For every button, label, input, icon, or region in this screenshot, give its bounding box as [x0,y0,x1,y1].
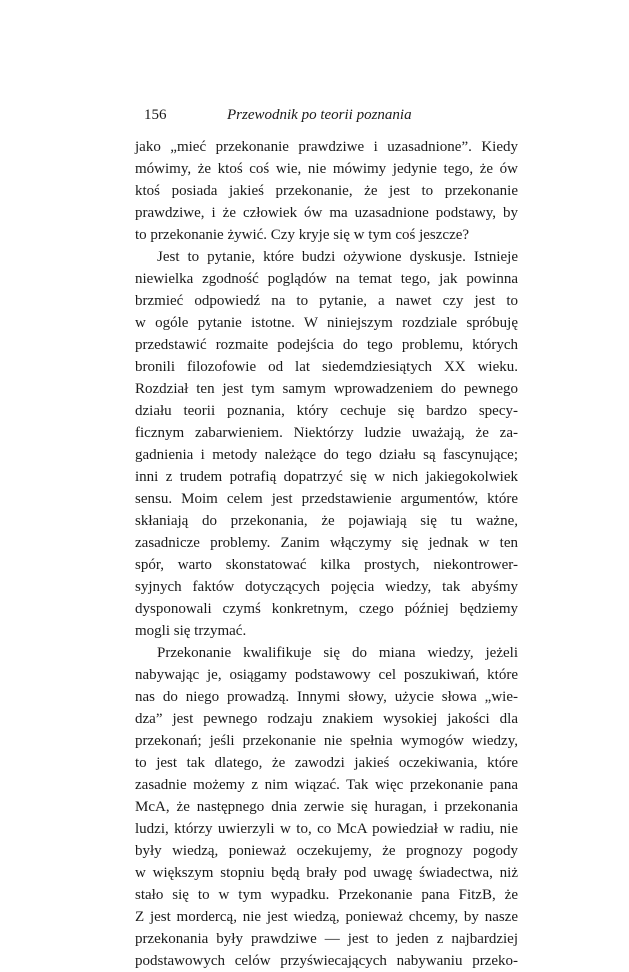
paragraph [135,136,518,246]
text-line: przekonania były prawdziwe — jest to jeden z najbardziej [135,931,518,947]
text-line: zasadnicze problemy. Zanim włączymy się jednak w ten [135,535,518,551]
text-line: działu teorii poznania, który cechuje się bardzo specy- [135,403,518,419]
page-number: 156 [144,107,167,123]
paragraph [135,642,518,972]
text-line: skłaniają do przekonania, że pojawiają się tu ważne, [135,513,518,529]
text-line: były wiedzą, ponieważ oczekujemy, że prognozy pogody [135,843,518,859]
text-line: stało się to w tym wypadku. Przekonanie pana FitzB, że [135,887,518,903]
text-line: w większym stopniu będą brały pod uwagę świadectwa, niż [135,865,518,881]
running-head [135,104,518,126]
text-line: niewielka zgodność poglądów na temat tego, jak powinna [135,271,518,287]
text-line: McA, że następnego dnia zerwie się huragan, i przekonania [135,799,518,815]
text-line: gadnienia i metody należące do tego działu są fascynujące; [135,447,518,463]
text-line: ficznym zabarwieniem. Niektórzy ludzie uważają, że za- [135,425,518,441]
text-line: dza” jest pewnego rodzaju znakiem wysokiej jakości dla [135,711,518,727]
text-line: bronili filozofowie od lat siedemdziesiątych XX wieku. [135,359,518,375]
text-line: sensu. Moim celem jest przedstawienie argumentów, które [135,491,518,507]
text-line: syjnych faktów dotyczących pojęcia wiedzy, tak abyśmy [135,579,518,595]
text-line: prawdziwe, i że człowiek ów ma uzasadnione podstawy, by [135,205,518,221]
running-title: Przewodnik po teorii poznania [227,107,412,123]
text-line: podstawowych celów przyświecających nabywaniu przeko- [135,953,518,969]
text-line: jako „mieć przekonanie prawdziwe i uzasadnione”. Kiedy [135,139,518,155]
text-line: zasadnie możemy z nim wiązać. Tak więc przekonanie pana [135,777,518,793]
text-line: w ogóle pytanie istotne. W niniejszym rozdziale spróbuję [135,315,518,331]
text-line: przekonań; jeśli przekonanie nie spełnia wymogów wiedzy, [135,733,518,749]
text-line: mogli się trzymać. [135,623,247,639]
paragraph [135,246,518,642]
text-line: Przekonanie kwalifikuje się do miana wiedzy, jeżeli [157,645,518,661]
text-line: to przekonanie żywić. Czy kryje się w tym coś jeszcze? [135,227,470,243]
text-line: Jest to pytanie, które budzi ożywione dyskusje. Istnieje [157,249,518,265]
text-line: brzmieć odpowiedź na to pytanie, a nawet czy jest to [135,293,518,309]
text-line: inni z trudem potrafią dopatrzyć się w nich jakiegokolwiek [135,469,518,485]
body-text [135,136,518,972]
book-page [135,104,518,972]
text-line: dysponowali czymś konkretnym, czego później będziemy [135,601,518,617]
text-line: spór, warto skonstatować kilka prostych, niekontrower- [135,557,518,573]
text-line: nas do niego prowadzą. Innymi słowy, użycie słowa „wie- [135,689,518,705]
text-line: Rozdział ten jest tym samym wprowadzeniem do pewnego [135,381,518,397]
text-line: Z jest mordercą, nie jest wiedzą, ponieważ chcemy, by nasze [135,909,518,925]
text-line: ludzi, którzy uwierzyli w to, co McA powiedział w radiu, nie [135,821,518,837]
text-line: to jest tak dlatego, że zawodzi jakieś oczekiwania, które [135,755,518,771]
text-line: mówimy, że ktoś coś wie, nie mówimy jedynie tego, że ów [135,161,518,177]
text-line: przedstawić rozmaite podejścia do tego problemu, których [135,337,518,353]
text-line: ktoś posiada jakieś przekonanie, że jest to przekonanie [135,183,518,199]
text-line: nabywając je, osiągamy podstawowy cel poszukiwań, które [135,667,518,683]
